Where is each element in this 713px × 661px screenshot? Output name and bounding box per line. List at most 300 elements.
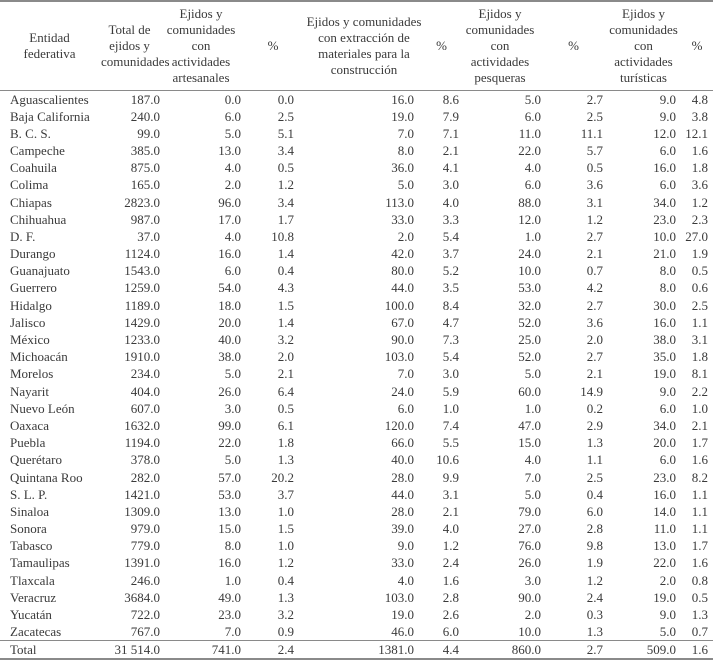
cell-turisticas-pct: 1.7 <box>691 435 708 451</box>
cell-state-name: Guerrero <box>10 280 57 296</box>
cell-pesqueras: 4.0 <box>524 452 541 468</box>
cell-pesqueras-pct: 0.4 <box>586 486 603 502</box>
cell-turisticas: 9.0 <box>659 108 676 124</box>
cell-extraccion-pct: 10.6 <box>436 452 459 468</box>
cell-turisticas-pct: 1.9 <box>691 246 708 262</box>
cell-pesqueras-pct: 6.0 <box>586 503 603 519</box>
table-row <box>0 434 713 451</box>
cell-pesqueras-pct: 0.3 <box>586 607 603 623</box>
cell-extraccion-pct: 8.4 <box>442 297 459 313</box>
cell-artesanales-pct: 6.4 <box>277 383 294 399</box>
cell-pesqueras-pct: 0.5 <box>586 160 603 176</box>
cell-turisticas-pct: 3.6 <box>691 177 708 193</box>
cell-artesanales-pct: 0.9 <box>277 624 294 640</box>
cell-pesqueras: 79.0 <box>518 503 541 519</box>
cell-state-name: Quintana Roo <box>10 469 83 485</box>
cell-pesqueras: 10.0 <box>518 624 541 640</box>
header-row <box>0 1 713 90</box>
cell-artesanales: 26.0 <box>218 383 241 399</box>
cell-turisticas-pct: 1.7 <box>691 538 708 554</box>
table-row <box>0 125 713 142</box>
cell-pesqueras-pct: 1.2 <box>586 572 603 588</box>
cell-state-name: Hidalgo <box>10 297 52 313</box>
cell-extraccion-pct: 2.6 <box>442 607 459 623</box>
cell-extraccion-pct: 2.1 <box>442 142 459 158</box>
cell-extraccion-pct: 6.0 <box>442 624 459 640</box>
cell-extraccion: 67.0 <box>391 314 414 330</box>
cell-pesqueras-pct: 2.7 <box>586 297 603 313</box>
cell-turisticas: 8.0 <box>659 263 676 279</box>
cell-extraccion: 36.0 <box>391 160 414 176</box>
cell-total-ejidos: 165.0 <box>130 177 160 193</box>
cell-artesanales-pct: 1.3 <box>277 589 294 605</box>
cell-artesanales-pct: 0.4 <box>277 572 294 588</box>
cell-extraccion-pct: 2.1 <box>442 503 459 519</box>
cell-turisticas: 8.0 <box>659 280 676 296</box>
cell-artesanales: 13.0 <box>218 503 241 519</box>
cell-pesqueras-pct: 2.4 <box>586 589 603 605</box>
cell-turisticas-pct: 1.8 <box>691 160 708 176</box>
header-extraccion-pct: % <box>424 1 459 90</box>
cell-pesqueras: 6.0 <box>524 177 541 193</box>
cell-turisticas: 11.0 <box>653 521 676 537</box>
cell-state-name: Oaxaca <box>10 417 49 433</box>
total-row <box>0 641 713 660</box>
cell-artesanales: 22.0 <box>218 435 241 451</box>
cell-extraccion-pct: 4.0 <box>442 521 459 537</box>
cell-extraccion: 66.0 <box>391 435 414 451</box>
cell-artesanales: 17.0 <box>218 211 241 227</box>
table-row <box>0 365 713 382</box>
cell-extraccion-pct: 3.3 <box>442 211 459 227</box>
cell-turisticas: 13.0 <box>653 538 676 554</box>
cell-extraccion: 40.0 <box>391 452 414 468</box>
cell-state-name: Querétaro <box>10 452 62 468</box>
cell-extraccion-pct: 4.7 <box>442 314 459 330</box>
cell-total-ejidos: 1309.0 <box>124 503 160 519</box>
table-row <box>0 90 713 108</box>
cell-state-name: Veracruz <box>10 589 57 605</box>
cell-extraccion: 80.0 <box>391 263 414 279</box>
cell-pesqueras-pct: 2.8 <box>586 521 603 537</box>
cell-artesanales: 6.0 <box>224 108 241 124</box>
cell-pesqueras-pct: 2.5 <box>586 469 603 485</box>
cell-pesqueras-pct: 3.6 <box>586 177 603 193</box>
table-row <box>0 537 713 554</box>
cell-extraccion: 46.0 <box>391 624 414 640</box>
cell-artesanales-pct: 2.0 <box>277 349 294 365</box>
cell-state-name: Sonora <box>10 521 47 537</box>
cell-extraccion-pct: 7.9 <box>442 108 459 124</box>
cell-artesanales-pct: 1.4 <box>277 246 294 262</box>
cell-total-ejidos: 987.0 <box>130 211 160 227</box>
cell-turisticas-pct: 0.5 <box>691 589 708 605</box>
cell-pesqueras-pct: 1.2 <box>586 211 603 227</box>
cell-artesanales: 20.0 <box>218 314 241 330</box>
cell-extraccion-pct: 3.1 <box>442 486 459 502</box>
cell-turisticas-pct: 0.5 <box>691 263 708 279</box>
table-body <box>0 90 713 659</box>
cell-pesqueras-pct: 2.9 <box>586 417 603 433</box>
cell-turisticas: 5.0 <box>659 624 676 640</box>
cell-artesanales: 53.0 <box>218 486 241 502</box>
cell-pesqueras-pct: 1.3 <box>586 435 603 451</box>
cell-pesqueras-pct: 2.7 <box>586 228 603 244</box>
cell-turisticas-pct: 3.8 <box>691 108 708 124</box>
table-row <box>0 589 713 606</box>
cell-state-name: Jalisco <box>10 314 46 330</box>
cell-artesanales-pct: 3.4 <box>277 142 294 158</box>
cell-extraccion-pct: 2.8 <box>442 589 459 605</box>
cell-turisticas-pct: 1.8 <box>691 349 708 365</box>
cell-turisticas: 21.0 <box>653 246 676 262</box>
cell-pesqueras: 52.0 <box>518 314 541 330</box>
cell-extraccion-pct: 5.4 <box>442 228 459 244</box>
cell-total-ejidos: 979.0 <box>130 521 160 537</box>
cell-artesanales-pct: 5.1 <box>277 125 294 141</box>
header-entidad-federativa: Entidad federativa <box>0 1 99 90</box>
cell-turisticas-pct: 1.1 <box>691 521 708 537</box>
cell-total-ejidos: 1391.0 <box>124 555 160 571</box>
cell-artesanales-pct: 2.4 <box>242 641 304 660</box>
cell-turisticas: 19.0 <box>653 366 676 382</box>
cell-extraccion-pct: 3.5 <box>442 280 459 296</box>
cell-total-ejidos: 1233.0 <box>124 332 160 348</box>
header-turisticas: Ejidos y comunidades con actividades turísticas <box>606 1 681 90</box>
cell-turisticas: 6.0 <box>659 452 676 468</box>
cell-extraccion: 33.0 <box>391 211 414 227</box>
cell-turisticas: 34.0 <box>653 417 676 433</box>
table-row <box>0 572 713 589</box>
cell-state-name: Nuevo León <box>10 400 75 416</box>
cell-pesqueras: 10.0 <box>518 263 541 279</box>
cell-turisticas: 12.0 <box>653 125 676 141</box>
cell-extraccion: 8.0 <box>397 142 414 158</box>
cell-turisticas: 509.0 <box>606 641 681 660</box>
cell-extraccion-pct: 3.0 <box>442 177 459 193</box>
cell-turisticas: 16.0 <box>653 160 676 176</box>
table-row <box>0 503 713 520</box>
cell-extraccion: 120.0 <box>384 417 414 433</box>
cell-total-ejidos: 99.0 <box>137 125 160 141</box>
cell-pesqueras: 5.0 <box>524 486 541 502</box>
cell-state-name: Tlaxcala <box>10 572 55 588</box>
cell-artesanales: 99.0 <box>218 417 241 433</box>
cell-pesqueras: 1.0 <box>524 400 541 416</box>
cell-artesanales: 0.0 <box>224 91 241 107</box>
cell-artesanales-pct: 1.0 <box>277 503 294 519</box>
cell-turisticas-pct: 0.7 <box>691 624 708 640</box>
cell-extraccion-pct: 4.0 <box>442 194 459 210</box>
cell-artesanales-pct: 1.2 <box>277 177 294 193</box>
cell-pesqueras: 6.0 <box>524 108 541 124</box>
cell-state-name: Campeche <box>10 142 65 158</box>
cell-total-ejidos: 1429.0 <box>124 314 160 330</box>
cell-pesqueras-pct: 2.7 <box>586 349 603 365</box>
cell-state-name: Michoacán <box>10 349 68 365</box>
cell-pesqueras-pct: 2.0 <box>586 332 603 348</box>
cell-pesqueras-pct: 2.7 <box>541 641 606 660</box>
cell-extraccion: 100.0 <box>384 297 414 313</box>
table-row <box>0 297 713 314</box>
cell-artesanales: 54.0 <box>218 280 241 296</box>
cell-pesqueras: 15.0 <box>518 435 541 451</box>
cell-extraccion-pct: 1.2 <box>442 538 459 554</box>
header-pesqueras: Ejidos y comunidades con actividades pesqueras <box>459 1 541 90</box>
cell-turisticas: 2.0 <box>659 572 676 588</box>
cell-extraccion: 16.0 <box>391 91 414 107</box>
cell-pesqueras: 860.0 <box>459 641 541 660</box>
cell-artesanales-pct: 3.7 <box>277 486 294 502</box>
cell-pesqueras: 1.0 <box>524 228 541 244</box>
cell-pesqueras: 12.0 <box>518 211 541 227</box>
cell-total-ejidos: 1543.0 <box>124 263 160 279</box>
cell-pesqueras: 90.0 <box>518 589 541 605</box>
cell-artesanales-pct: 20.2 <box>271 469 294 485</box>
cell-turisticas: 23.0 <box>653 469 676 485</box>
cell-state-name: México <box>10 332 50 348</box>
cell-state-name: Chihuahua <box>10 211 67 227</box>
cell-turisticas-pct: 27.0 <box>685 228 708 244</box>
cell-artesanales: 15.0 <box>218 521 241 537</box>
cell-turisticas: 23.0 <box>653 211 676 227</box>
cell-state-name: Durango <box>10 246 56 262</box>
table-row <box>0 193 713 210</box>
cell-turisticas-pct: 3.1 <box>691 332 708 348</box>
cell-pesqueras: 88.0 <box>518 194 541 210</box>
cell-artesanales: 2.0 <box>224 177 241 193</box>
cell-turisticas-pct: 2.5 <box>691 297 708 313</box>
cell-state-name: Coahuila <box>10 160 57 176</box>
cell-extraccion-pct: 5.9 <box>442 383 459 399</box>
cell-extraccion: 5.0 <box>397 177 414 193</box>
cell-turisticas: 10.0 <box>653 228 676 244</box>
cell-artesanales: 57.0 <box>218 469 241 485</box>
header-artesanales: Ejidos y comunidades con actividades artesanales <box>160 1 242 90</box>
cell-turisticas-pct: 1.2 <box>691 194 708 210</box>
cell-pesqueras: 53.0 <box>518 280 541 296</box>
cell-extraccion-pct: 3.7 <box>442 246 459 262</box>
cell-pesqueras-pct: 1.1 <box>586 452 603 468</box>
cell-extraccion-pct: 7.3 <box>442 332 459 348</box>
table-row <box>0 486 713 503</box>
cell-turisticas-pct: 1.1 <box>691 503 708 519</box>
cell-turisticas-pct: 2.3 <box>691 211 708 227</box>
cell-pesqueras-pct: 2.7 <box>586 91 603 107</box>
cell-pesqueras: 5.0 <box>524 91 541 107</box>
table-row <box>0 606 713 623</box>
cell-turisticas: 9.0 <box>659 383 676 399</box>
cell-total-ejidos: 234.0 <box>130 366 160 382</box>
cell-total-ejidos: 1910.0 <box>124 349 160 365</box>
cell-turisticas: 9.0 <box>659 607 676 623</box>
cell-artesanales-pct: 10.8 <box>271 228 294 244</box>
cell-artesanales-pct: 1.7 <box>277 211 294 227</box>
cell-artesanales: 38.0 <box>218 349 241 365</box>
cell-extraccion-pct: 1.0 <box>442 400 459 416</box>
cell-pesqueras: 22.0 <box>518 142 541 158</box>
table-row <box>0 245 713 262</box>
cell-artesanales: 23.0 <box>218 607 241 623</box>
cell-artesanales-pct: 1.4 <box>277 314 294 330</box>
cell-total-ejidos: 1421.0 <box>124 486 160 502</box>
cell-state-name: Tamaulipas <box>10 555 70 571</box>
table-row <box>0 554 713 571</box>
table-row <box>0 159 713 176</box>
cell-artesanales: 18.0 <box>218 297 241 313</box>
cell-state-name: B. C. S. <box>10 125 51 141</box>
cell-pesqueras-pct: 2.1 <box>586 366 603 382</box>
cell-state-name: Chiapas <box>10 194 52 210</box>
cell-artesanales-pct: 3.2 <box>277 607 294 623</box>
cell-extraccion-pct: 8.6 <box>442 91 459 107</box>
cell-state-name: Aguascalientes <box>10 91 89 107</box>
cell-turisticas-pct: 12.1 <box>685 125 708 141</box>
cell-pesqueras-pct: 0.7 <box>586 263 603 279</box>
cell-turisticas: 30.0 <box>653 297 676 313</box>
header-extraccion-materiales: Ejidos y comunidades con extracción de materiales para la construcción <box>304 1 424 90</box>
cell-turisticas: 6.0 <box>659 400 676 416</box>
cell-artesanales: 40.0 <box>218 332 241 348</box>
cell-artesanales-pct: 3.4 <box>277 194 294 210</box>
cell-extraccion: 24.0 <box>391 383 414 399</box>
cell-pesqueras-pct: 3.6 <box>586 314 603 330</box>
cell-pesqueras: 60.0 <box>518 383 541 399</box>
cell-extraccion-pct: 1.6 <box>442 572 459 588</box>
cell-pesqueras-pct: 0.2 <box>586 400 603 416</box>
cell-pesqueras-pct: 9.8 <box>586 538 603 554</box>
cell-extraccion: 90.0 <box>391 332 414 348</box>
cell-total-ejidos: 240.0 <box>130 108 160 124</box>
cell-artesanales-pct: 0.4 <box>277 263 294 279</box>
cell-artesanales-pct: 4.3 <box>277 280 294 296</box>
table-row <box>0 451 713 468</box>
cell-extraccion: 28.0 <box>391 503 414 519</box>
cell-extraccion: 44.0 <box>391 486 414 502</box>
cell-extraccion-pct: 4.1 <box>442 160 459 176</box>
cell-turisticas-pct: 1.6 <box>691 142 708 158</box>
table-row <box>0 314 713 331</box>
table-row <box>0 331 713 348</box>
cell-pesqueras: 32.0 <box>518 297 541 313</box>
cell-artesanales: 8.0 <box>224 538 241 554</box>
cell-artesanales-pct: 0.5 <box>277 400 294 416</box>
cell-turisticas: 9.0 <box>659 91 676 107</box>
cell-turisticas-pct: 1.3 <box>691 607 708 623</box>
cell-turisticas-pct: 0.8 <box>691 572 708 588</box>
header-pesqueras-pct: % <box>541 1 606 90</box>
cell-extraccion: 6.0 <box>397 400 414 416</box>
cell-total-ejidos: 385.0 <box>130 142 160 158</box>
table-row <box>0 623 713 641</box>
cell-artesanales-pct: 3.2 <box>277 332 294 348</box>
cell-artesanales-pct: 6.1 <box>277 417 294 433</box>
cell-state-name: Zacatecas <box>10 624 62 640</box>
cell-artesanales: 49.0 <box>218 589 241 605</box>
cell-turisticas-pct: 1.6 <box>691 555 708 571</box>
cell-artesanales: 16.0 <box>218 555 241 571</box>
cell-turisticas: 14.0 <box>653 503 676 519</box>
cell-extraccion-pct: 7.4 <box>442 417 459 433</box>
table-row <box>0 228 713 245</box>
cell-pesqueras: 24.0 <box>518 246 541 262</box>
table-row <box>0 211 713 228</box>
cell-total-ejidos: 187.0 <box>130 91 160 107</box>
cell-turisticas-pct: 1.0 <box>691 400 708 416</box>
cell-artesanales-pct: 2.1 <box>277 366 294 382</box>
table-row <box>0 142 713 159</box>
cell-state-name: D. F. <box>10 228 36 244</box>
cell-turisticas-pct: 1.1 <box>691 314 708 330</box>
cell-pesqueras: 5.0 <box>524 366 541 382</box>
cell-extraccion: 28.0 <box>391 469 414 485</box>
cell-extraccion: 19.0 <box>391 607 414 623</box>
cell-pesqueras-pct: 5.7 <box>586 142 603 158</box>
cell-pesqueras-pct: 11.1 <box>580 125 603 141</box>
table-row <box>0 468 713 485</box>
cell-pesqueras-pct: 1.3 <box>586 624 603 640</box>
table-row <box>0 176 713 193</box>
cell-total-ejidos: 1632.0 <box>124 417 160 433</box>
cell-pesqueras-pct: 2.1 <box>586 246 603 262</box>
cell-turisticas: 22.0 <box>653 555 676 571</box>
cell-turisticas-pct: 8.1 <box>691 366 708 382</box>
table-row <box>0 520 713 537</box>
cell-total-ejidos: 378.0 <box>130 452 160 468</box>
cell-extraccion: 4.0 <box>397 572 414 588</box>
cell-extraccion: 103.0 <box>384 349 414 365</box>
cell-extraccion: 39.0 <box>391 521 414 537</box>
cell-artesanales-pct: 1.2 <box>277 555 294 571</box>
cell-state-name: Sinaloa <box>10 503 49 519</box>
cell-total-ejidos: 607.0 <box>130 400 160 416</box>
cell-total-ejidos: 282.0 <box>130 469 160 485</box>
cell-total-ejidos: 246.0 <box>130 572 160 588</box>
cell-artesanales: 4.0 <box>224 228 241 244</box>
cell-turisticas: 35.0 <box>653 349 676 365</box>
cell-state-name: Morelos <box>10 366 54 382</box>
cell-artesanales: 741.0 <box>160 641 242 660</box>
cell-turisticas: 34.0 <box>653 194 676 210</box>
cell-total-ejidos: 1259.0 <box>124 280 160 296</box>
cell-total-ejidos: 31 514.0 <box>99 641 160 660</box>
cell-total-ejidos: 767.0 <box>130 624 160 640</box>
cell-pesqueras-pct: 1.9 <box>586 555 603 571</box>
cell-turisticas-pct: 8.2 <box>691 469 708 485</box>
cell-artesanales: 6.0 <box>224 263 241 279</box>
cell-artesanales-pct: 1.0 <box>277 538 294 554</box>
cell-artesanales-pct: 1.3 <box>277 452 294 468</box>
cell-state-name: Puebla <box>10 435 46 451</box>
cell-turisticas-pct: 2.1 <box>691 417 708 433</box>
table-row <box>0 383 713 400</box>
cell-total-ejidos: 1189.0 <box>124 297 160 313</box>
cell-artesanales: 5.0 <box>224 366 241 382</box>
cell-artesanales: 5.0 <box>224 125 241 141</box>
cell-pesqueras-pct: 14.9 <box>580 383 603 399</box>
cell-pesqueras: 2.0 <box>524 607 541 623</box>
cell-artesanales-pct: 1.5 <box>277 521 294 537</box>
cell-extraccion-pct: 5.2 <box>442 263 459 279</box>
cell-artesanales-pct: 1.8 <box>277 435 294 451</box>
cell-turisticas: 6.0 <box>659 177 676 193</box>
cell-turisticas: 16.0 <box>653 314 676 330</box>
table-row <box>0 417 713 434</box>
header-artesanales-pct: % <box>242 1 304 90</box>
cell-state-name: Colima <box>10 177 49 193</box>
cell-total-ejidos: 1194.0 <box>124 435 160 451</box>
cell-artesanales-pct: 1.5 <box>277 297 294 313</box>
